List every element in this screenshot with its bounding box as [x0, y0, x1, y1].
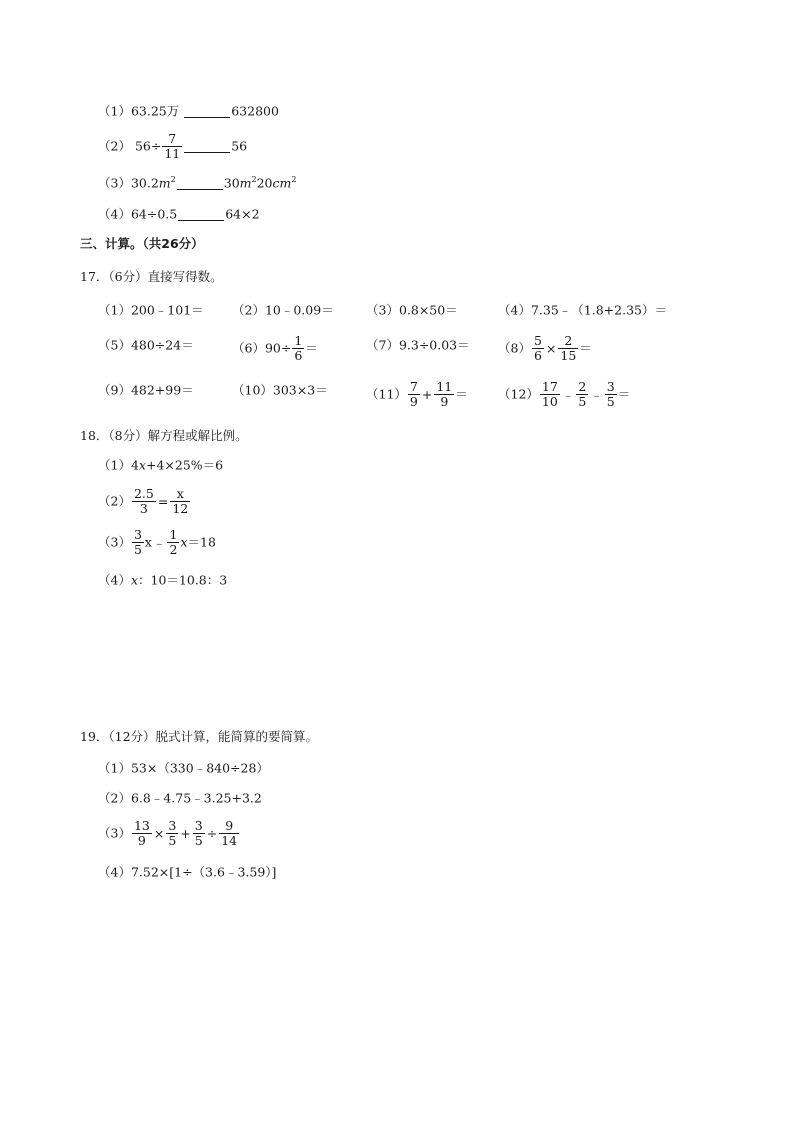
compare-left: 64÷0.5: [130, 206, 178, 222]
numerator: 1: [169, 527, 178, 542]
item-label: （10）: [232, 382, 273, 398]
item-label: （7）: [366, 337, 399, 353]
expression: 9.3÷0.03＝: [398, 337, 470, 353]
item-label: （3）: [98, 175, 131, 191]
compare-item-2: [98, 132, 247, 161]
item-label: （11）: [366, 386, 407, 402]
expression: 53×（330﹣840÷28）: [130, 760, 269, 776]
operator: ×: [545, 340, 557, 356]
fraction: [576, 380, 588, 409]
expression: +4×25%＝6: [145, 457, 224, 473]
question-17-header: 17．（6分）直接写得数。: [80, 269, 223, 284]
expression: 482+99＝: [130, 382, 194, 398]
section-title: 三、计算。（共26分）: [80, 236, 204, 251]
fraction: [408, 380, 420, 409]
operator: ×: [153, 825, 165, 841]
fraction: [434, 380, 454, 409]
variable: x: [144, 534, 152, 550]
q17-item-4: [498, 302, 667, 319]
item-label: （2）: [98, 138, 131, 154]
fraction: [605, 380, 617, 409]
item-label: （3）: [98, 534, 131, 550]
answer-blank[interactable]: [177, 177, 223, 190]
denominator: 6: [533, 348, 542, 363]
denominator: 9: [440, 394, 449, 409]
answer-blank[interactable]: [184, 140, 230, 153]
item-label: （1）: [98, 760, 131, 776]
fraction: [292, 334, 304, 363]
denominator: 5: [578, 394, 587, 409]
q18-item-3: [98, 528, 216, 557]
operator: ﹣: [152, 534, 166, 550]
expression: 7.35﹣（1.8+2.35）＝: [530, 302, 667, 318]
operator: ﹣: [561, 386, 575, 402]
numerator: 7: [162, 132, 182, 147]
numerator: 3: [606, 379, 615, 394]
item-label: （1）: [98, 103, 131, 119]
unit: m: [239, 175, 252, 191]
q17-item-3: [366, 302, 458, 319]
denominator: 5: [133, 542, 142, 557]
numerator: 1: [294, 333, 303, 348]
q18-item-2: [98, 487, 191, 516]
fraction: [132, 819, 152, 848]
fraction: [132, 528, 144, 557]
q17-item-2: [232, 302, 334, 319]
expression: 0.8×50＝: [398, 302, 458, 318]
q17-item-7: [366, 337, 470, 354]
question-18-header: 18．（8分）解方程或解比例。: [80, 428, 248, 443]
item-label: （12）: [498, 386, 539, 402]
exponent: 2: [251, 174, 257, 184]
operator: +: [180, 825, 191, 841]
compare-left-number: 30.2: [130, 175, 159, 191]
q19-item-1: [98, 760, 269, 777]
item-label: （3）: [98, 825, 131, 841]
variable: x: [138, 457, 146, 473]
item-label: （3）: [366, 302, 399, 318]
compare-right: 632800: [231, 103, 279, 119]
denominator: 11: [164, 146, 181, 161]
operator: ﹣: [590, 386, 603, 402]
item-label: （4）: [498, 302, 531, 318]
compare-right-number: 20: [256, 175, 273, 191]
variable: x: [130, 572, 139, 588]
numerator: 7: [409, 379, 418, 394]
fraction: [219, 819, 239, 848]
expression: 303×3＝: [272, 382, 328, 398]
item-label: （1）: [98, 457, 131, 473]
answer-blank[interactable]: [184, 105, 230, 118]
operator: +: [421, 386, 433, 402]
numerator: 3: [133, 527, 142, 542]
item-label: （4）: [98, 572, 131, 588]
operator: ÷: [206, 825, 218, 841]
q17-item-5: [98, 337, 194, 354]
answer-blank[interactable]: [178, 208, 224, 221]
variable: x: [180, 534, 188, 550]
equals-sign: ＝: [579, 340, 592, 356]
expression: 6.8﹣4.75﹣3.25+3.2: [130, 790, 262, 806]
expression: 10﹣0.09＝: [264, 302, 334, 318]
item-label: （2）: [98, 493, 131, 509]
compare-item-4: [98, 206, 260, 223]
equals-sign: =: [157, 493, 169, 509]
numerator: 5: [533, 333, 542, 348]
expression: 200﹣101＝: [130, 302, 204, 318]
fraction: [170, 487, 190, 516]
q17-item-11: [366, 380, 468, 409]
fraction: [558, 334, 578, 363]
item-label: （4）: [98, 864, 131, 880]
denominator: 2: [169, 542, 178, 557]
q19-item-4: [98, 864, 276, 881]
denominator: 6: [294, 348, 303, 363]
equals-sign: ＝: [617, 386, 631, 402]
numerator: 11: [436, 379, 453, 394]
fraction: [193, 819, 205, 848]
denominator: 3: [139, 501, 148, 516]
item-label: （6）: [232, 340, 265, 356]
question-19-header: 19．（12分）脱式计算，能简算的要简算。: [80, 729, 319, 744]
equals-sign: ＝: [455, 386, 468, 402]
denominator: 9: [409, 394, 418, 409]
item-label: （8）: [498, 340, 531, 356]
q18-item-4: [98, 572, 227, 589]
expression: ＝18: [187, 534, 216, 550]
numerator: 3: [194, 818, 203, 833]
compare-right-number: 30: [223, 175, 240, 191]
fraction: [532, 334, 544, 363]
expression: 7.52×[1÷（3.6﹣3.59）]: [130, 864, 277, 880]
unit: cm: [272, 175, 292, 191]
fraction: [540, 380, 560, 409]
unit: m: [158, 175, 171, 191]
compare-right: 56: [231, 138, 248, 154]
item-label: （5）: [98, 337, 131, 353]
numerator: 3: [168, 818, 177, 833]
exponent: 2: [291, 174, 297, 184]
q17-item-6: [232, 334, 318, 363]
denominator: 5: [168, 833, 177, 848]
numerator: 9: [219, 819, 239, 834]
item-label: （4）: [98, 206, 131, 222]
denominator: 9: [137, 833, 146, 848]
numerator: 2.5: [133, 486, 154, 501]
compare-item-1: [98, 103, 279, 120]
denominator: 10: [541, 394, 558, 409]
compare-right: 64×2: [225, 206, 260, 222]
q17-item-12: [498, 380, 630, 409]
fraction: [167, 528, 179, 557]
q17-item-8: [498, 334, 592, 363]
denominator: 12: [172, 501, 189, 516]
compare-item-3: [98, 175, 296, 192]
q17-item-10: [232, 382, 328, 399]
item-label: （1）: [98, 302, 131, 318]
denominator: 5: [194, 833, 203, 848]
coefficient: 4: [130, 457, 139, 473]
expression: 480÷24＝: [130, 337, 194, 353]
item-label: （2）: [98, 790, 131, 806]
numerator: 17: [541, 379, 558, 394]
item-label: （9）: [98, 382, 131, 398]
q17-item-9: [98, 382, 194, 399]
expression: ：10＝10.8：3: [138, 572, 228, 588]
numerator: 2: [558, 334, 578, 349]
compare-left: 63.25万: [130, 103, 180, 119]
compare-left: 56÷: [134, 138, 162, 154]
denominator: 14: [221, 833, 238, 848]
fraction: [162, 132, 182, 161]
denominator: 15: [560, 348, 577, 363]
q19-item-3: [98, 819, 240, 848]
item-label: （2）: [232, 302, 265, 318]
exponent: 2: [170, 174, 176, 184]
denominator: 5: [606, 394, 615, 409]
fraction: [166, 819, 178, 848]
numerator: 13: [133, 818, 150, 833]
q19-item-2: [98, 790, 262, 807]
q17-item-1: [98, 302, 204, 319]
numerator: 2: [578, 379, 587, 394]
fraction: [132, 487, 156, 516]
q18-item-1: [98, 457, 223, 474]
equals-sign: ＝: [305, 340, 318, 356]
expression: 90÷: [264, 340, 292, 356]
numerator: x: [170, 487, 190, 502]
